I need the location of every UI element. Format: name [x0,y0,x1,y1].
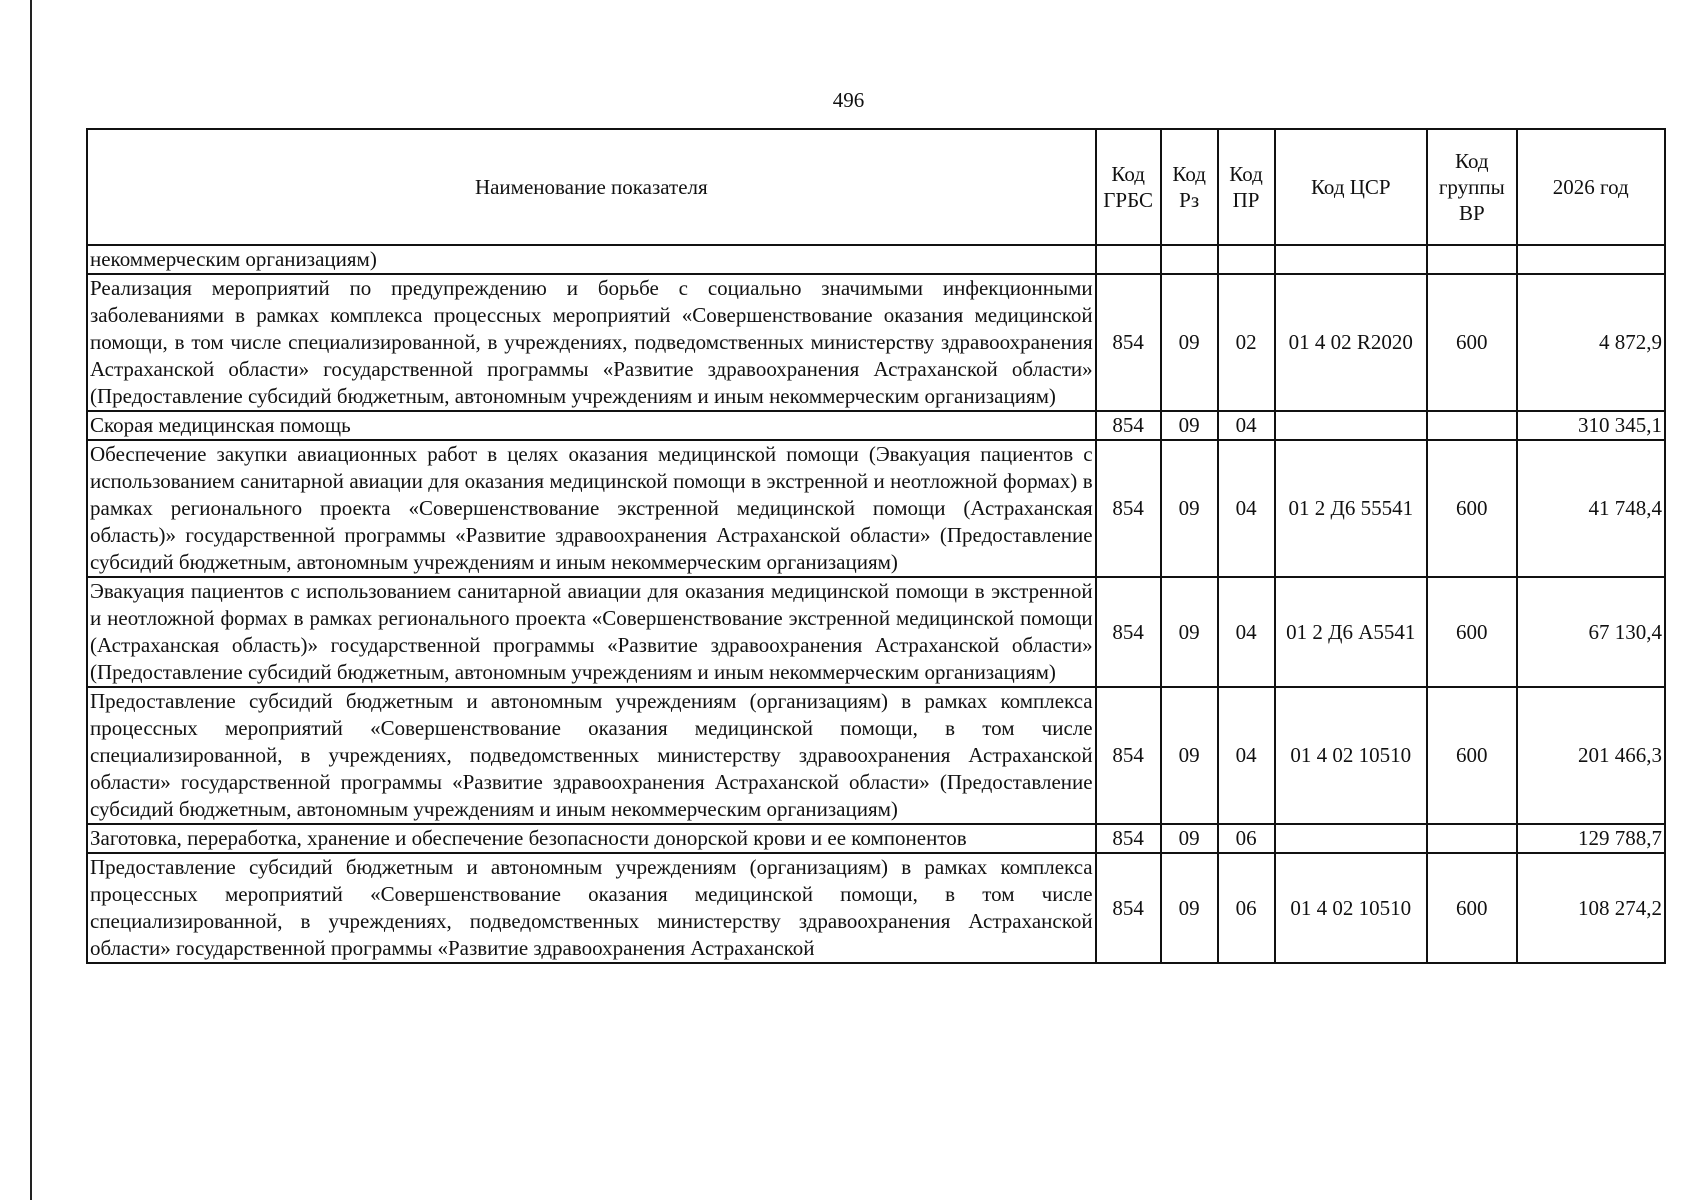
row-grbs: 854 [1096,853,1161,963]
row-amount: 201 466,3 [1517,687,1665,824]
row-pr: 04 [1218,440,1275,577]
row-rz: 09 [1161,274,1218,411]
table-row [87,245,1665,274]
row-csr [1275,824,1428,853]
table-row [87,440,1665,577]
row-name: Предоставление субсидий бюджетным и автономным учреждениям (организациям) в рамках комплекса процессных мероприятий «Совершенствование оказания медицинской помощи, в том числе специализированной, в учреждениях, подведомственных министерству здравоохранения Астраханской области» государственной программы «Развитие здравоохранения Астраханской [87,853,1096,963]
row-csr [1275,245,1428,274]
table-row [87,274,1665,411]
header-pr: Код ПР [1218,129,1275,245]
row-csr: 01 4 02 R2020 [1275,274,1428,411]
table-row [87,853,1665,963]
row-amount: 129 788,7 [1517,824,1665,853]
row-pr: 06 [1218,853,1275,963]
row-name: Реализация мероприятий по предупреждению и борьбе с социально значимыми инфекционными заболеваниями в рамках комплекса процессных мероприятий «Совершенствование оказания медицинской помощи, в том числе специализированной, в учреждениях, подведомственных министерству здравоохранения Астраханской области» государственной программы «Развитие здравоохранения Астраханской области» (Предоставление субсидий бюджетным, автономным учреждениям и иным некоммерческим организациям) [87,274,1096,411]
row-grbs: 854 [1096,440,1161,577]
row-amount: 108 274,2 [1517,853,1665,963]
row-grbs: 854 [1096,687,1161,824]
row-rz: 09 [1161,853,1218,963]
row-pr: 04 [1218,577,1275,687]
row-pr: 02 [1218,274,1275,411]
row-csr [1275,411,1428,440]
row-rz: 09 [1161,577,1218,687]
left-margin-rule [30,0,32,1200]
row-csr: 01 2 Д6 55541 [1275,440,1428,577]
row-vr: 600 [1427,687,1516,824]
row-name: Заготовка, переработка, хранение и обеспечение безопасности донорской крови и ее компонентов [87,824,1096,853]
row-grbs [1096,245,1161,274]
row-name: Предоставление субсидий бюджетным и автономным учреждениям (организациям) в рамках комплекса процессных мероприятий «Совершенствование оказания медицинской помощи, в том числе специализированной, в учреждениях, подведомственных министерству здравоохранения Астраханской области» государственной программы «Развитие здравоохранения Астраханской области» (Предоставление субсидий бюджетным, автономным учреждениям и иным некоммерческим организациям) [87,687,1096,824]
header-grbs: Код ГРБС [1096,129,1161,245]
table-row [87,577,1665,687]
row-csr: 01 4 02 10510 [1275,853,1428,963]
row-amount: 310 345,1 [1517,411,1665,440]
header-csr: Код ЦСР [1275,129,1428,245]
header-rz: Код Рз [1161,129,1218,245]
row-name: Обеспечение закупки авиационных работ в целях оказания медицинской помощи (Эвакуация пациентов с использованием санитарной авиации для оказания медицинской помощи в экстренной и неотложной формах) в рамках регионального проекта «Совершенствование экстренной медицинской помощи (Астраханская область)» государственной программы «Развитие здравоохранения Астраханской области» (Предоставление субсидий бюджетным, автономным учреждениям и иным некоммерческим организациям) [87,440,1096,577]
row-rz [1161,245,1218,274]
row-vr [1427,411,1516,440]
row-rz: 09 [1161,411,1218,440]
table-row [87,411,1665,440]
row-vr: 600 [1427,440,1516,577]
row-vr [1427,824,1516,853]
row-csr: 01 4 02 10510 [1275,687,1428,824]
row-name: некоммерческим организациям) [87,245,1096,274]
row-grbs: 854 [1096,411,1161,440]
budget-table [86,128,1666,964]
row-rz: 09 [1161,440,1218,577]
row-pr: 04 [1218,687,1275,824]
row-vr: 600 [1427,853,1516,963]
row-amount: 67 130,4 [1517,577,1665,687]
row-vr [1427,245,1516,274]
row-rz: 09 [1161,687,1218,824]
row-grbs: 854 [1096,824,1161,853]
row-pr: 04 [1218,411,1275,440]
row-csr: 01 2 Д6 А5541 [1275,577,1428,687]
row-vr: 600 [1427,577,1516,687]
table-row [87,687,1665,824]
table-row [87,824,1665,853]
row-amount: 4 872,9 [1517,274,1665,411]
row-grbs: 854 [1096,577,1161,687]
row-pr [1218,245,1275,274]
table-header-row [87,129,1665,245]
row-grbs: 854 [1096,274,1161,411]
row-rz: 09 [1161,824,1218,853]
row-pr: 06 [1218,824,1275,853]
row-amount: 41 748,4 [1517,440,1665,577]
header-vr: Код группы ВР [1427,129,1516,245]
row-name: Скорая медицинская помощь [87,411,1096,440]
header-year: 2026 год [1517,129,1665,245]
header-name: Наименование показателя [87,129,1096,245]
page-number: 496 [832,88,865,112]
row-name: Эвакуация пациентов с использованием санитарной авиации для оказания медицинской помощи в экстренной и неотложной формах в рамках регионального проекта «Совершенствование экстренной медицинской помощи (Астраханская область)» государственной программы «Развитие здравоохранения Астраханской области» (Предоставление субсидий бюджетным, автономным учреждениям и иным некоммерческим организациям) [87,577,1096,687]
row-vr: 600 [1427,274,1516,411]
row-amount [1517,245,1665,274]
